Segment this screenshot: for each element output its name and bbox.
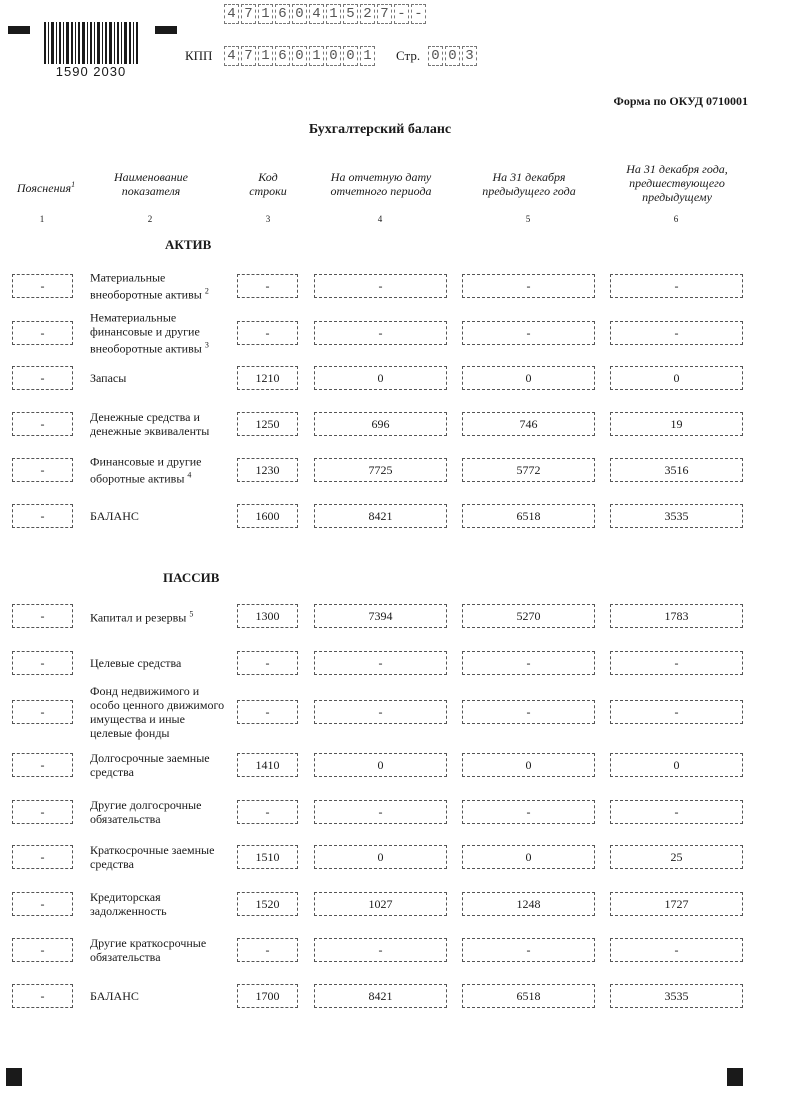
prev-prev-year-field: 3535 — [610, 504, 743, 528]
table-row — [0, 270, 800, 314]
barcode-number: 1590 2030 — [55, 64, 127, 79]
prev-year-field: 1248 — [462, 892, 595, 916]
prev-prev-year-field: 25 — [610, 845, 743, 869]
col-number-1: 1 — [39, 214, 45, 224]
table-row — [0, 753, 800, 793]
inn-digit: 5 — [343, 4, 358, 24]
row-label — [90, 608, 230, 625]
row-label — [90, 271, 230, 302]
row-label-footnote: 3 — [204, 340, 209, 350]
row-label-footnote: 2 — [204, 286, 209, 296]
prev-prev-year-field: - — [610, 274, 743, 298]
prev-prev-year-field: - — [610, 938, 743, 962]
kpp-digit: 1 — [258, 46, 273, 66]
kpp-digit: 7 — [241, 46, 256, 66]
inn-digit: 4 — [224, 4, 239, 24]
table-row — [0, 800, 800, 840]
explanation-field: - — [12, 800, 73, 824]
row-label-text: Материальные внеоборотные активы — [90, 270, 202, 302]
section-title-liabilities: ПАССИВ — [163, 570, 220, 585]
explanation-field: - — [12, 753, 73, 777]
current-period-field: - — [314, 938, 447, 962]
row-label-text: Фонд недвижимого и особо ценного движимого имущества и иные целевые фонды — [90, 684, 225, 740]
row-label-footnote: 5 — [189, 609, 194, 619]
kpp-digit: 0 — [292, 46, 307, 66]
prev-prev-year-field: 3535 — [610, 984, 743, 1008]
prev-year-field: 0 — [462, 366, 595, 390]
explanation-field: - — [12, 700, 73, 724]
row-label-text: Кредиторская задолженность — [90, 890, 167, 918]
row-label-text: БАЛАНС — [90, 509, 139, 523]
kpp-digit: 1 — [309, 46, 324, 66]
inn-digit: 1 — [326, 4, 341, 24]
line-code-field: 1300 — [237, 604, 298, 628]
row-label — [90, 509, 230, 523]
explanation-field: - — [12, 892, 73, 916]
prev-year-field: 0 — [462, 753, 595, 777]
inn-digit: 7 — [241, 4, 256, 24]
line-code-field: 1700 — [237, 984, 298, 1008]
corner-marker-bottom-right — [727, 1068, 743, 1086]
row-label-text: БАЛАНС — [90, 989, 139, 1003]
prev-prev-year-field: 19 — [610, 412, 743, 436]
row-label-text: Капитал и резервы — [90, 610, 187, 625]
explanation-field: - — [12, 321, 73, 345]
line-code-field: 1210 — [237, 366, 298, 390]
row-label-text: Денежные средства и денежные эквиваленты — [90, 410, 210, 438]
line-code-field: - — [237, 938, 298, 962]
explanation-field: - — [12, 845, 73, 869]
table-row — [0, 366, 800, 406]
kpp-label: КПП — [185, 48, 213, 63]
inn-digit: 4 — [309, 4, 324, 24]
current-period-field: 0 — [314, 845, 447, 869]
inn-digit: 1 — [258, 4, 273, 24]
row-label — [90, 936, 230, 964]
current-period-field: - — [314, 321, 447, 345]
section-title-assets: АКТИВ — [165, 237, 212, 252]
table-row — [0, 845, 800, 885]
row-label — [90, 684, 230, 740]
current-period-field: - — [314, 651, 447, 675]
row-label-footnote: 4 — [187, 470, 192, 480]
prev-prev-year-field: 0 — [610, 366, 743, 390]
prev-year-field: - — [462, 321, 595, 345]
line-code-field: 1520 — [237, 892, 298, 916]
line-code-field: 1600 — [237, 504, 298, 528]
current-period-field: - — [314, 800, 447, 824]
table-row — [0, 684, 800, 740]
prev-year-field: 5270 — [462, 604, 595, 628]
row-label — [90, 371, 230, 385]
row-label-text: Запасы — [90, 371, 127, 385]
table-row — [0, 310, 800, 361]
line-code-field: 1410 — [237, 753, 298, 777]
col-header-prev-year: На 31 декабря предыдущего года — [482, 170, 576, 198]
okud-form-code: Форма по ОКУД 0710001 — [613, 94, 748, 108]
prev-prev-year-field: - — [610, 800, 743, 824]
table-row — [0, 412, 800, 452]
prev-year-field: - — [462, 651, 595, 675]
prev-prev-year-field: - — [610, 321, 743, 345]
inn-digit: 2 — [360, 4, 375, 24]
explanation-field: - — [12, 412, 73, 436]
inn-digit: 7 — [377, 4, 392, 24]
prev-year-field: 746 — [462, 412, 595, 436]
current-period-field: 7394 — [314, 604, 447, 628]
row-label-text: Целевые средства — [90, 656, 182, 670]
row-label — [90, 410, 230, 438]
page-number-cells — [428, 46, 479, 66]
explanation-field: - — [12, 651, 73, 675]
current-period-field: 0 — [314, 366, 447, 390]
line-code-field: - — [237, 321, 298, 345]
line-code-field: 1510 — [237, 845, 298, 869]
row-label-text: Нематериальные финансовые и другие внеоборотные активы — [90, 310, 202, 356]
prev-year-field: 6518 — [462, 504, 595, 528]
line-code-field: - — [237, 700, 298, 724]
col-header-name: Наименование показателя — [113, 170, 188, 198]
col-header-code: Код строки — [249, 170, 287, 198]
row-label-text: Другие долгосрочные обязательства — [90, 798, 202, 826]
explanation-field: - — [12, 984, 73, 1008]
inn-cells — [224, 4, 428, 24]
table-row — [0, 604, 800, 644]
row-label — [90, 798, 230, 826]
current-period-field: 7725 — [314, 458, 447, 482]
line-code-field: - — [237, 274, 298, 298]
col-number-3: 3 — [265, 214, 271, 224]
col-number-2: 2 — [147, 214, 153, 224]
col-header-explanations-sup: 1 — [71, 180, 76, 189]
corner-marker-top-right — [155, 26, 177, 34]
prev-year-field: - — [462, 274, 595, 298]
explanation-field: - — [12, 274, 73, 298]
prev-year-field: 5772 — [462, 458, 595, 482]
col-header-explanations — [6, 178, 86, 195]
kpp-cells — [224, 46, 377, 66]
current-period-field: 8421 — [314, 504, 447, 528]
explanation-field: - — [12, 366, 73, 390]
barcode — [44, 22, 138, 64]
line-code-field: 1230 — [237, 458, 298, 482]
inn-digit: 0 — [292, 4, 307, 24]
col-number-6: 6 — [673, 214, 679, 224]
row-label — [90, 311, 230, 356]
col-header-prev-prev-year: На 31 декабря года, предшествующего предыдущему — [626, 162, 728, 204]
row-label-text: Краткосрочные заемные средства — [90, 843, 215, 871]
line-code-field: 1250 — [237, 412, 298, 436]
line-code-field: - — [237, 651, 298, 675]
row-label-text: Долгосрочные заемные средства — [90, 751, 210, 779]
row-label — [90, 455, 230, 486]
prev-prev-year-field: - — [610, 651, 743, 675]
explanation-field: - — [12, 458, 73, 482]
kpp-digit: 6 — [275, 46, 290, 66]
current-period-field: 0 — [314, 753, 447, 777]
explanation-field: - — [12, 504, 73, 528]
prev-prev-year-field: - — [610, 700, 743, 724]
kpp-digit: 0 — [326, 46, 341, 66]
prev-year-field: - — [462, 938, 595, 962]
current-period-field: 1027 — [314, 892, 447, 916]
table-row — [0, 984, 800, 1024]
line-code-field: - — [237, 800, 298, 824]
table-row — [0, 892, 800, 932]
row-label — [90, 656, 230, 670]
prev-prev-year-field: 3516 — [610, 458, 743, 482]
row-label — [90, 843, 230, 871]
corner-marker-top-left — [8, 26, 30, 34]
page-number-digit: 3 — [462, 46, 477, 66]
current-period-field: 696 — [314, 412, 447, 436]
current-period-field: 8421 — [314, 984, 447, 1008]
row-label — [90, 989, 230, 1003]
page-number-digit: 0 — [445, 46, 460, 66]
prev-year-field: - — [462, 800, 595, 824]
explanation-field: - — [12, 604, 73, 628]
inn-digit: 6 — [275, 4, 290, 24]
prev-prev-year-field: 1727 — [610, 892, 743, 916]
prev-year-field: 6518 — [462, 984, 595, 1008]
inn-digit: - — [394, 4, 409, 24]
col-header-explanations-text: Пояснения — [16, 181, 72, 195]
inn-digit: - — [411, 4, 426, 24]
prev-year-field: - — [462, 700, 595, 724]
prev-prev-year-field: 1783 — [610, 604, 743, 628]
prev-prev-year-field: 0 — [610, 753, 743, 777]
prev-year-field: 0 — [462, 845, 595, 869]
kpp-digit: 0 — [343, 46, 358, 66]
corner-marker-bottom-left — [6, 1068, 22, 1086]
page-label: Стр. — [396, 48, 421, 63]
table-row — [0, 454, 800, 498]
kpp-digit: 1 — [360, 46, 375, 66]
document-title: Бухгалтерский баланс — [308, 122, 452, 137]
col-number-5: 5 — [525, 214, 531, 224]
table-row — [0, 504, 800, 544]
col-header-current: На отчетную дату отчетного периода — [330, 170, 432, 198]
row-label-text: Другие краткосрочные обязательства — [90, 936, 207, 964]
col-number-4: 4 — [377, 214, 383, 224]
current-period-field: - — [314, 274, 447, 298]
current-period-field: - — [314, 700, 447, 724]
kpp-digit: 4 — [224, 46, 239, 66]
explanation-field: - — [12, 938, 73, 962]
row-label — [90, 751, 230, 779]
row-label-text: Финансовые и другие оборотные активы — [90, 454, 202, 486]
row-label — [90, 890, 230, 918]
table-row — [0, 938, 800, 978]
page-number-digit: 0 — [428, 46, 443, 66]
